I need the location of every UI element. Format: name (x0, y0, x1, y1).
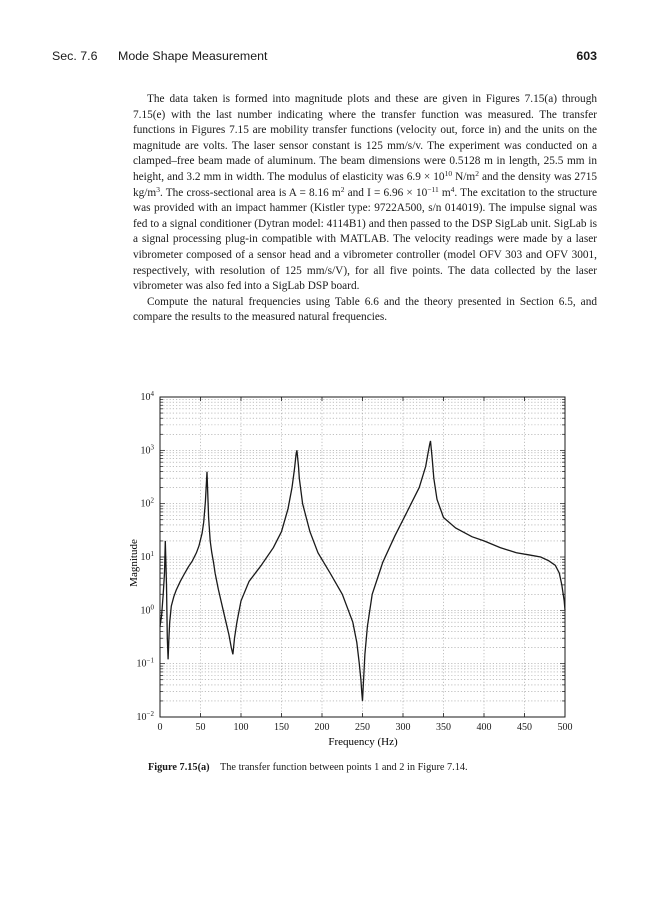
y-tick-label: $10^1$ (140, 550, 154, 563)
p1-sup-b: 2 (475, 168, 479, 178)
p1-text-e: and I = 6.96 × 10 (344, 186, 428, 199)
p1-sup-d: 2 (340, 184, 345, 194)
x-tick-label: 50 (195, 722, 206, 733)
transfer-function-chart (0, 385, 647, 755)
y-tick-label: $10^{-1}$ (136, 656, 154, 670)
paragraph-2: Compute the natural frequencies using Table 6.6 and the theory presented in Section 6.5, and compare the results to the measured natural frequencies. (133, 295, 597, 324)
p1-sup-c: 3 (156, 184, 160, 194)
x-tick-labels (158, 722, 573, 733)
y-tick-label: $10^2$ (140, 496, 154, 510)
x-tick-label: 100 (233, 722, 249, 733)
section-title: Mode Shape Measurement (118, 49, 268, 63)
x-tick-label: 300 (395, 722, 411, 733)
y-tick-label: $10^{-2}$ (136, 710, 154, 723)
caption-text: The transfer function between points 1 and 2 in Figure 7.14. (219, 762, 468, 773)
y-tick-label: $10^0$ (140, 603, 154, 617)
p1-text-c: and the density was 2715 kg/m (133, 170, 598, 199)
p1-sup-f: 4 (450, 184, 455, 194)
y-tick-label: $10^3$ (140, 443, 154, 457)
p1-text-b: N/m (452, 170, 476, 183)
p1-text-a: The data taken is formed into magnitude plots and these are given in Figures 7.15(a) through 7.15(e) with the last number indicating where the transfer function was measured. The transfer functions in Figures 7.15 are mobility transfer functions (velocity out, force in) and the units on the magnitude are volts. The laser sensor constant is 125 mm/s/v. The experiment was conducted on a clamped–free beam made of aluminum. The beam dimensions were 0.5128 m in length, 25.5 mm in height, and 3.2 mm in width. The modulus of elasticity was 6.9 × 10 (133, 93, 597, 183)
x-tick-label: 500 (557, 722, 573, 733)
p1-sup-a: 10 (444, 168, 453, 178)
page-header (52, 49, 597, 65)
caption-label: Figure 7.15(a) (148, 762, 210, 773)
x-tick-label: 200 (314, 722, 330, 733)
figure-caption (148, 762, 468, 773)
x-tick-label: 250 (355, 722, 370, 733)
paragraph-1 (133, 92, 597, 295)
p1-text-d: . The cross-sectional area is A = 8.16 m (159, 186, 341, 199)
p1-text-g: . The excitation to the structure was provided with an impact hammer (Kistler type: 9722A500, s/n 014019). The impulse signal was fed to a signal conditioner (Dytran model: 4114B1) and then passed to the DSP SigLab unit. SigLab is a signal processing plug-in compatible with MATLAB. The velocity readings were made by a laser vibrometer composed of a sensor head and a vibrometer controller (model OFV 303 and OFV 3001, respectively, with resolution of 125 mm/s/V), for all five points. The data collected by the laser vibrometer was also fed into a SigLab DSP board. (133, 186, 598, 293)
y-axis-label: Magnitude (128, 539, 140, 587)
x-tick-label: 350 (436, 722, 451, 733)
chart-grid (160, 397, 565, 717)
x-tick-label: 150 (274, 722, 289, 733)
x-tick-label: 400 (476, 722, 492, 733)
body-text (133, 92, 597, 326)
x-tick-label: 0 (157, 722, 163, 733)
section-number: Sec. 7.6 (52, 49, 98, 63)
page-number: 603 (576, 49, 597, 63)
x-axis-label: Frequency (Hz) (328, 736, 398, 748)
p1-text-f: m (438, 186, 451, 199)
x-tick-label: 450 (517, 722, 532, 733)
y-tick-label: $10^4$ (140, 390, 154, 403)
p1-sup-e: −11 (427, 184, 439, 194)
